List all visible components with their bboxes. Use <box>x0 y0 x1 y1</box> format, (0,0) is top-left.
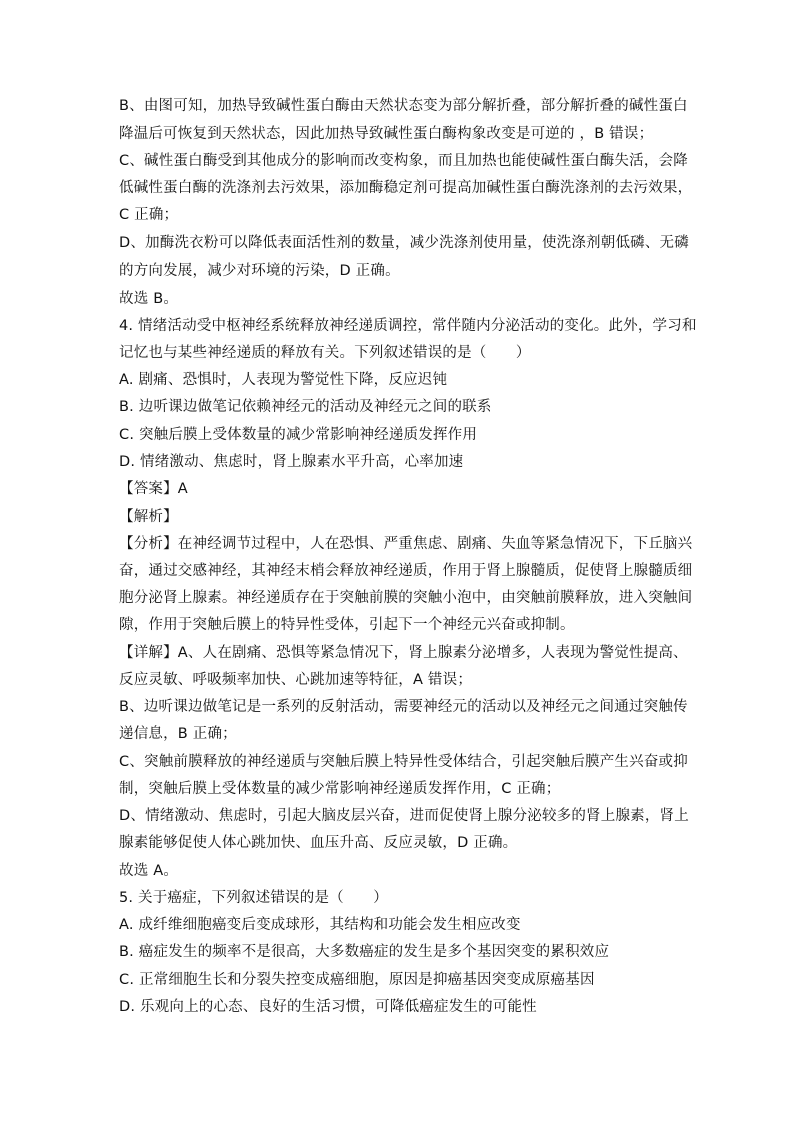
q4-detail-b-line2: 递信息，B 正确； <box>119 726 237 742</box>
q4-detail-c-line2: 制，突触后膜上受体数量的减少常影响神经递质发挥作用，C 正确； <box>119 781 561 797</box>
q4-answer: 【答案】A <box>119 481 188 497</box>
q5-stem: 5. 关于癌症，下列叙述错误的是（ ） <box>119 890 388 906</box>
q3-option-b-explanation-line2: 降温后可恢复到天然状态，因此加热导致碱性蛋白酶构象改变是可逆的 ，B 错误； <box>119 126 654 142</box>
q4-conclusion: 故选 A。 <box>119 863 179 879</box>
q3-option-d-explanation-line1: D、加酶洗衣粉可以降低表面活性剂的数量，减少洗涤剂使用量，使洗涤剂朝低磷、无磷 <box>119 235 689 251</box>
q4-analysis-line4: 隙，作用于突触后膜上的特异性受体，引起下一个神经元兴奋或抑制。 <box>119 617 575 633</box>
q4-option-a: A. 剧痛、恐惧时，人表现为警觉性下降，反应迟钝 <box>119 372 448 388</box>
q4-detail-a-line1: 【详解】A、人在剧痛、恐惧等紧急情况下，肾上腺素分泌增多，人表现为警觉性提高、 <box>119 645 688 661</box>
q5-option-a: A. 成纤维细胞癌变后变成球形，其结构和功能会发生相应改变 <box>119 917 521 933</box>
q4-detail-b-line1: B、边听课边做笔记是一系列的反射活动，需要神经元的活动以及神经元之间通过突触传 <box>119 699 688 715</box>
q3-option-c-explanation-line1: C、碱性蛋白酶受到其他成分的影响而改变构象，而且加热也能使碱性蛋白酶失活，会降 <box>119 153 688 169</box>
q3-option-c-explanation-line2: 低碱性蛋白酶的洗涤剂去污效果，添加酶稳定剂可提高加碱性蛋白酶洗涤剂的去污效果， <box>119 180 693 196</box>
q4-detail-c-line1: C、突触前膜释放的神经递质与突触后膜上特异性受体结合，引起突触后膜产生兴奋或抑 <box>119 754 688 770</box>
q3-option-d-explanation-line2: 的方向发展，减少对环境的污染，D 正确。 <box>119 263 400 279</box>
q4-detail-d-line2: 腺素能够促使人体心跳加快、血压升高、反应灵敏，D 正确。 <box>119 835 518 851</box>
q4-analysis-line2: 奋，通过交感神经，其神经末梢会释放神经递质，作用于肾上腺髓质，促使肾上腺髓质细 <box>119 563 693 579</box>
q4-detail-a-line2: 反应灵敏、呼吸频率加快、心跳加速等特征，A 错误； <box>119 672 473 688</box>
q4-stem-line2: 记忆也与某些神经递质的释放有关。下列叙述错误的是（ ） <box>119 345 531 361</box>
q4-option-d: D. 情绪激动、焦虑时，肾上腺素水平升高，心率加速 <box>119 454 464 470</box>
q3-option-c-explanation-line3: C 正确； <box>119 207 179 223</box>
q5-option-d: D. 乐观向上的心态、良好的生活习惯，可降低癌症发生的可能性 <box>119 999 537 1015</box>
q4-analysis-line3: 胞分泌肾上腺素。神经递质存在于突触前膜的突触小泡中，由突触前膜释放，进入突触间 <box>119 590 693 606</box>
q4-detail-d-line1: D、情绪激动、焦虑时，引起大脑皮层兴奋，进而促使肾上腺分泌较多的肾上腺素，肾上 <box>119 808 689 824</box>
q3-conclusion: 故选 B。 <box>119 291 179 307</box>
q4-option-b: B. 边听课边做笔记依赖神经元的活动及神经元之间的联系 <box>119 399 492 415</box>
q3-option-b-explanation-line1: B、由图可知，加热导致碱性蛋白酶由天然状态变为部分解折叠，部分解折叠的碱性蛋白 <box>119 98 688 114</box>
q4-analysis-heading: 【解析】 <box>119 509 178 525</box>
q5-option-b: B. 癌症发生的频率不是很高，大多数癌症的发生是多个基因突变的累积效应 <box>119 944 610 960</box>
q4-stem-line1: 4. 情绪活动受中枢神经系统释放神经递质调控，常伴随内分泌活动的变化。此外，学习和 <box>119 318 697 334</box>
q4-analysis-line1: 【分析】在神经调节过程中，人在恐惧、严重焦虑、剧痛、失血等紧急情况下，下丘脑兴 <box>119 536 693 552</box>
q5-option-c: C. 正常细胞生长和分裂失控变成癌细胞，原因是抑癌基因突变成原癌基因 <box>119 972 595 988</box>
q4-option-c: C. 突触后膜上受体数量的减少常影响神经递质发挥作用 <box>119 427 478 443</box>
